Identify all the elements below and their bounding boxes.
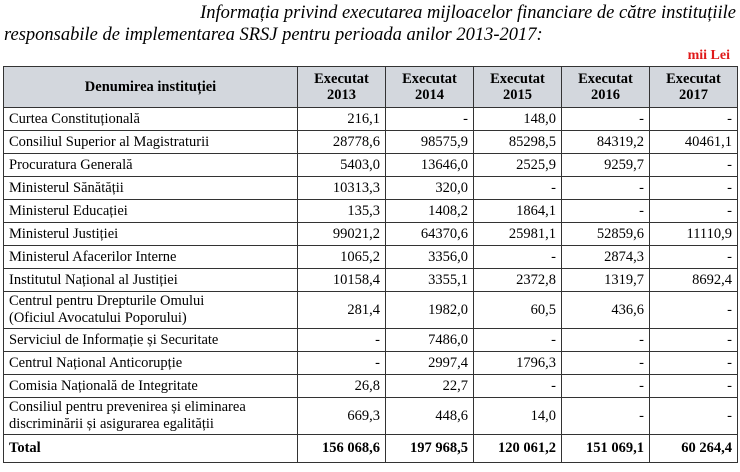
value-cell: 3355,1 — [386, 269, 474, 292]
table-row — [4, 329, 738, 352]
value-cell: - — [474, 375, 562, 398]
value-cell: 85298,5 — [474, 131, 562, 154]
table-row — [4, 246, 738, 269]
table-row — [4, 269, 738, 292]
execution-table — [3, 66, 738, 463]
value-cell: 448,6 — [386, 398, 474, 435]
value-cell: 2997,4 — [386, 352, 474, 375]
value-cell: 22,7 — [386, 375, 474, 398]
value-cell: 9259,7 — [562, 154, 650, 177]
caption-line-2: responsabile de implementarea SRSJ pentru perioada anilor 2013-2017: — [4, 25, 543, 45]
table-row — [4, 177, 738, 200]
institution-name: Centrul pentru Drepturile Omului (Oficiul Avocatului Poporului) — [4, 292, 298, 329]
value-cell: 1319,7 — [562, 269, 650, 292]
value-cell: 10158,4 — [298, 269, 386, 292]
value-cell: - — [562, 329, 650, 352]
institution-name: Centrul Național Anticorupție — [4, 352, 298, 375]
value-cell: 28778,6 — [298, 131, 386, 154]
institution-name: Procuratura Generală — [4, 154, 298, 177]
value-cell: - — [386, 108, 474, 131]
total-value: 60 264,4 — [650, 435, 738, 463]
value-cell: - — [650, 200, 738, 223]
value-cell: 99021,2 — [298, 223, 386, 246]
caption-line-1: Informația privind executarea mijloacelor financiare de către instituțiile — [200, 3, 736, 23]
value-cell: - — [562, 200, 650, 223]
value-cell: 26,8 — [298, 375, 386, 398]
value-cell: - — [650, 352, 738, 375]
total-label: Total — [4, 435, 298, 463]
header-2015: Executat 2015 — [474, 67, 562, 108]
total-value: 120 061,2 — [474, 435, 562, 463]
table-row — [4, 223, 738, 246]
value-cell: 216,1 — [298, 108, 386, 131]
institution-name: Consiliul pentru prevenirea și eliminarea discriminării și asigurarea egalității — [4, 398, 298, 435]
institution-name: Institutul Național al Justiției — [4, 269, 298, 292]
value-cell: 8692,4 — [650, 269, 738, 292]
unit-label: mii Lei — [687, 48, 730, 63]
table-caption — [4, 2, 736, 46]
value-cell: 320,0 — [386, 177, 474, 200]
header-institution: Denumirea instituției — [4, 67, 298, 108]
total-row — [4, 435, 738, 463]
value-cell: 40461,1 — [650, 131, 738, 154]
value-cell: - — [562, 352, 650, 375]
value-cell: 2874,3 — [562, 246, 650, 269]
table-row — [4, 154, 738, 177]
value-cell: 1864,1 — [474, 200, 562, 223]
value-cell: - — [650, 329, 738, 352]
value-cell: 1796,3 — [474, 352, 562, 375]
value-cell: 11110,9 — [650, 223, 738, 246]
table-row — [4, 352, 738, 375]
value-cell: 13646,0 — [386, 154, 474, 177]
value-cell: 84319,2 — [562, 131, 650, 154]
header-2014: Executat 2014 — [386, 67, 474, 108]
value-cell: 10313,3 — [298, 177, 386, 200]
value-cell: 52859,6 — [562, 223, 650, 246]
value-cell: - — [298, 352, 386, 375]
value-cell: 14,0 — [474, 398, 562, 435]
table-row — [4, 108, 738, 131]
value-cell: - — [562, 375, 650, 398]
value-cell: 148,0 — [474, 108, 562, 131]
value-cell: - — [474, 329, 562, 352]
value-cell: 669,3 — [298, 398, 386, 435]
value-cell: - — [650, 154, 738, 177]
value-cell: - — [650, 246, 738, 269]
table-row — [4, 200, 738, 223]
value-cell: - — [650, 375, 738, 398]
institution-name: Serviciul de Informație și Securitate — [4, 329, 298, 352]
header-2013: Executat 2013 — [298, 67, 386, 108]
value-cell: - — [562, 177, 650, 200]
value-cell: 1408,2 — [386, 200, 474, 223]
total-value: 156 068,6 — [298, 435, 386, 463]
value-cell: 5403,0 — [298, 154, 386, 177]
table-row — [4, 398, 738, 435]
institution-name: Ministerul Afacerilor Interne — [4, 246, 298, 269]
header-2016: Executat 2016 — [562, 67, 650, 108]
header-row — [4, 67, 738, 108]
table-row — [4, 375, 738, 398]
value-cell: 281,4 — [298, 292, 386, 329]
value-cell: - — [562, 108, 650, 131]
table-row — [4, 292, 738, 329]
total-value: 197 968,5 — [386, 435, 474, 463]
institution-name: Consiliul Superior al Magistraturii — [4, 131, 298, 154]
value-cell: 2525,9 — [474, 154, 562, 177]
institution-name: Comisia Națională de Integritate — [4, 375, 298, 398]
value-cell: 436,6 — [562, 292, 650, 329]
institution-name: Curtea Constituțională — [4, 108, 298, 131]
institution-name: Ministerul Justiției — [4, 223, 298, 246]
value-cell: 60,5 — [474, 292, 562, 329]
value-cell: - — [562, 398, 650, 435]
total-value: 151 069,1 — [562, 435, 650, 463]
value-cell: 1065,2 — [298, 246, 386, 269]
value-cell: 1982,0 — [386, 292, 474, 329]
value-cell: 25981,1 — [474, 223, 562, 246]
value-cell: 98575,9 — [386, 131, 474, 154]
value-cell: - — [298, 329, 386, 352]
value-cell: 7486,0 — [386, 329, 474, 352]
value-cell: - — [474, 177, 562, 200]
value-cell: 2372,8 — [474, 269, 562, 292]
value-cell: - — [650, 108, 738, 131]
institution-name: Ministerul Educației — [4, 200, 298, 223]
value-cell: - — [650, 398, 738, 435]
value-cell: 135,3 — [298, 200, 386, 223]
value-cell: 3356,0 — [386, 246, 474, 269]
value-cell: - — [474, 246, 562, 269]
institution-name: Ministerul Sănătății — [4, 177, 298, 200]
header-2017: Executat 2017 — [650, 67, 738, 108]
value-cell: 64370,6 — [386, 223, 474, 246]
value-cell: - — [650, 292, 738, 329]
value-cell: - — [650, 177, 738, 200]
table-row — [4, 131, 738, 154]
